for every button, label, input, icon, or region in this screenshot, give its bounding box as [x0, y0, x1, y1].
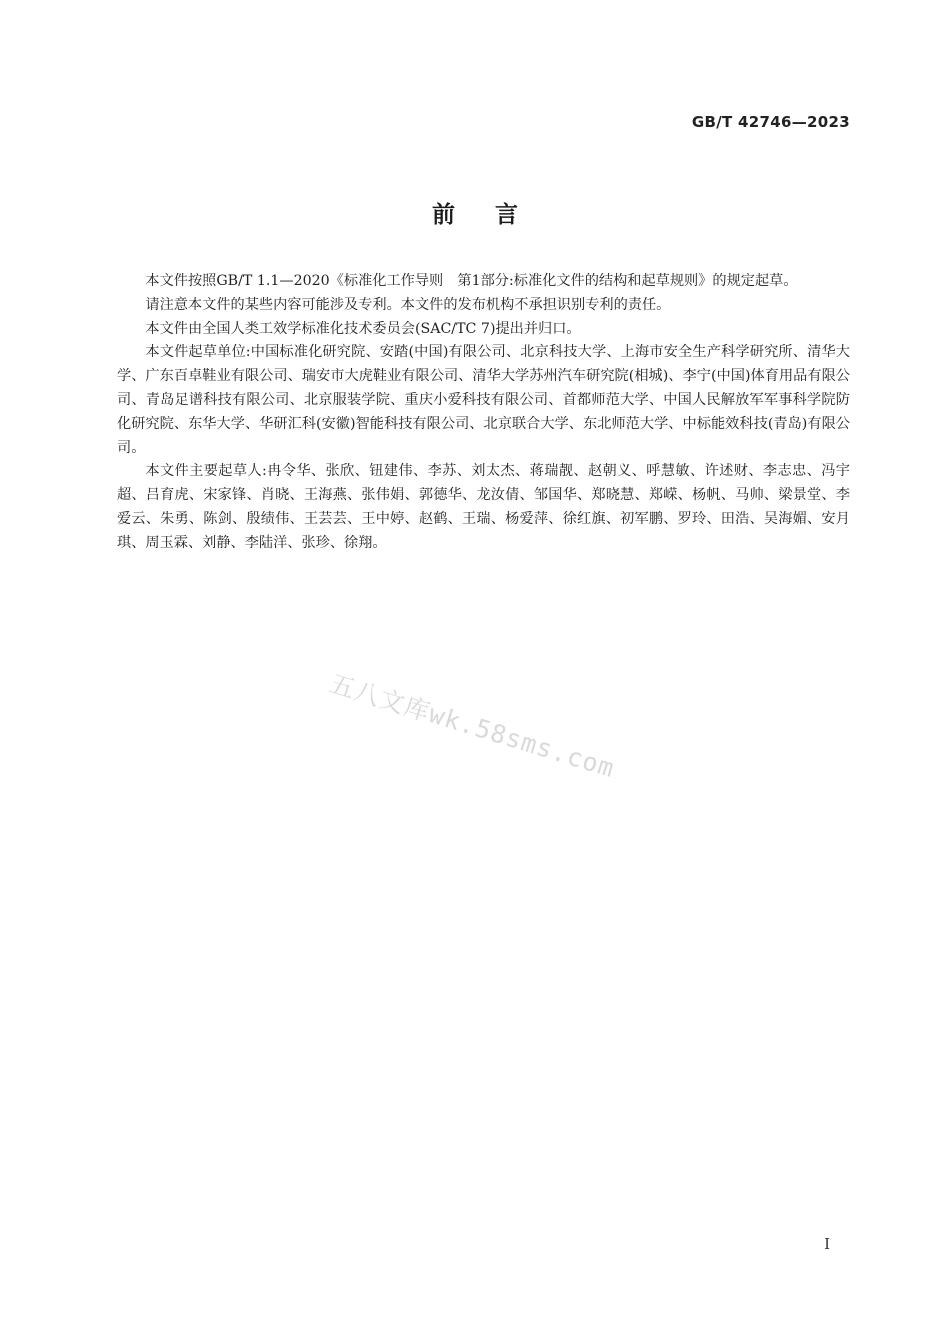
- paragraph-drafting-units: 本文件起草单位:中国标准化研究院、安踏(中国)有限公司、北京科技大学、上海市安全生产科学研究所、清华大学、广东百卓鞋业有限公司、瑞安市大虎鞋业有限公司、清华大学苏州汽车研究院(相城)、李宁(中国)体育用品有限公司、青岛足谱科技有限公司、北京服装学院、重庆小爱科技有限公司、首都师范大学、中国人民解放军军事科学院防化研究院、东华大学、华研汇科(安徽)智能科技有限公司、北京联合大学、东北师范大学、中标能效科技(青岛)有限公司。: [117, 344, 850, 456]
- page-title: 前言: [432, 202, 558, 228]
- standard-number: GB/T 42746—2023: [691, 113, 850, 131]
- paragraph-drafters: 本文件主要起草人:冉令华、张欣、钮建伟、李苏、刘太杰、蒋瑞靓、赵朝义、呼慧敏、许述财、李志忠、冯宇超、吕育虎、宋家锋、肖晓、王海燕、张伟娟、郭德华、龙汝倩、邹国华、郑晓慧、郑嵘、杨帆、马帅、梁景堂、李爱云、朱勇、陈剑、殷绩伟、王芸芸、王中婷、赵鹤、王瑞、杨爱萍、徐红旗、初军鹏、罗玲、田浩、吴海媚、安月琪、周玉霖、刘静、李陆洋、张珍、徐翔。: [117, 463, 850, 551]
- paragraph-committee: 本文件由全国人类工效学标准化技术委员会(SAC/TC 7)提出并归口。: [145, 320, 581, 337]
- watermark: 五八文库wk.58sms.com: [326, 668, 619, 784]
- paragraph-drafting-rules: 本文件按照GB/T 1.1—2020《标准化工作导则 第1部分:标准化文件的结构和起草规则》的规定起草。: [145, 273, 798, 289]
- page-number: I: [824, 1235, 830, 1253]
- foreword-body: [117, 270, 850, 556]
- paragraph-patent-notice: 请注意本文件的某些内容可能涉及专利。本文件的发布机构不承担识别专利的责任。: [145, 296, 671, 313]
